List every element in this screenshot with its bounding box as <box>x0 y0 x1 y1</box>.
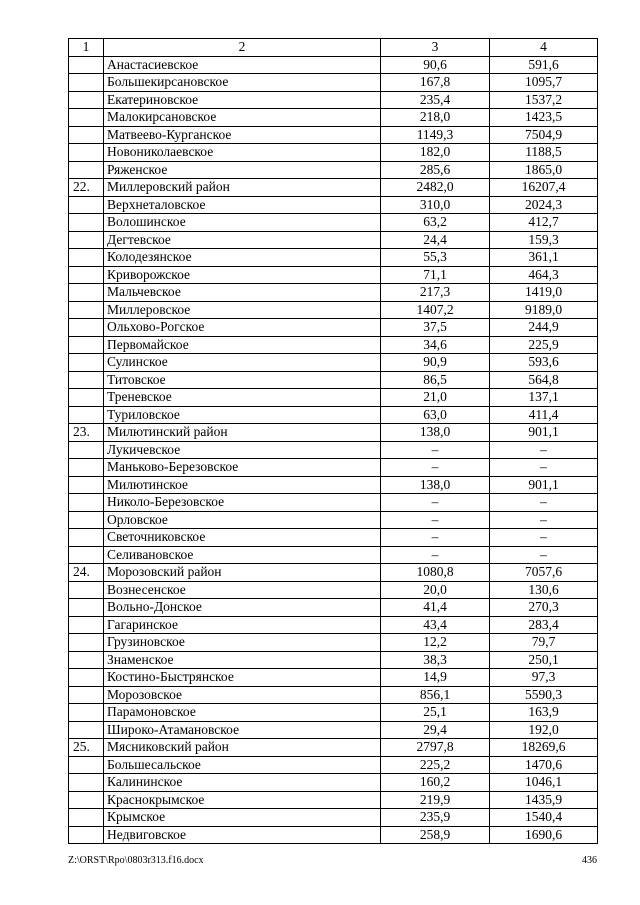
header-col-1: 1 <box>69 39 104 57</box>
row-name: Миллеровское <box>104 301 381 319</box>
row-value-4: – <box>490 546 598 564</box>
row-value-3: 90,9 <box>381 354 490 372</box>
row-value-3: 217,3 <box>381 284 490 302</box>
table-header <box>69 39 598 57</box>
row-value-3: 160,2 <box>381 774 490 792</box>
table-row <box>69 616 598 634</box>
row-value-3: 37,5 <box>381 319 490 337</box>
row-index <box>69 809 104 827</box>
row-value-3: 138,0 <box>381 476 490 494</box>
row-name: Волошинское <box>104 214 381 232</box>
row-value-4: 1188,5 <box>490 144 598 162</box>
table-row <box>69 774 598 792</box>
row-value-4: 1419,0 <box>490 284 598 302</box>
row-index <box>69 774 104 792</box>
row-value-3: 225,2 <box>381 756 490 774</box>
table-row <box>69 511 598 529</box>
row-index <box>69 616 104 634</box>
row-index <box>69 91 104 109</box>
table-row <box>69 651 598 669</box>
row-index <box>69 441 104 459</box>
row-value-3: 218,0 <box>381 109 490 127</box>
table-row <box>69 581 598 599</box>
row-index <box>69 476 104 494</box>
row-name: Криворожское <box>104 266 381 284</box>
table-row <box>69 494 598 512</box>
row-value-3: 34,6 <box>381 336 490 354</box>
row-index <box>69 336 104 354</box>
row-value-3: – <box>381 459 490 477</box>
row-value-3: 219,9 <box>381 791 490 809</box>
row-name: Широко-Атамановское <box>104 721 381 739</box>
row-value-3: 12,2 <box>381 634 490 652</box>
table-row <box>69 109 598 127</box>
row-value-3: – <box>381 546 490 564</box>
table-row <box>69 441 598 459</box>
row-name: Большесальское <box>104 756 381 774</box>
row-name: Большекирсановское <box>104 74 381 92</box>
row-value-4: 7057,6 <box>490 564 598 582</box>
table-row <box>69 686 598 704</box>
row-name: Матвеево-Курганское <box>104 126 381 144</box>
row-index <box>69 161 104 179</box>
row-value-4: 9189,0 <box>490 301 598 319</box>
row-name: Парамоновское <box>104 704 381 722</box>
row-value-3: – <box>381 529 490 547</box>
row-value-4: 16207,4 <box>490 179 598 197</box>
row-value-4: 130,6 <box>490 581 598 599</box>
table-row <box>69 371 598 389</box>
row-name: Ольхово-Рогское <box>104 319 381 337</box>
row-value-4: – <box>490 529 598 547</box>
row-name: Лукичевское <box>104 441 381 459</box>
row-index <box>69 529 104 547</box>
row-value-3: 2482,0 <box>381 179 490 197</box>
row-value-3: 71,1 <box>381 266 490 284</box>
row-name: Морозовский район <box>104 564 381 582</box>
row-value-4: 593,6 <box>490 354 598 372</box>
row-name: Знаменское <box>104 651 381 669</box>
row-name: Малокирсановское <box>104 109 381 127</box>
table-row <box>69 546 598 564</box>
row-value-3: 90,6 <box>381 56 490 74</box>
row-name: Крымское <box>104 809 381 827</box>
row-name: Первомайское <box>104 336 381 354</box>
row-value-4: 283,4 <box>490 616 598 634</box>
table-row <box>69 704 598 722</box>
row-name: Милютинский район <box>104 424 381 442</box>
row-name: Селивановское <box>104 546 381 564</box>
row-index <box>69 459 104 477</box>
row-value-3: 1080,8 <box>381 564 490 582</box>
table-row <box>69 476 598 494</box>
row-index <box>69 319 104 337</box>
row-value-4: 1435,9 <box>490 791 598 809</box>
row-value-4: 137,1 <box>490 389 598 407</box>
row-name: Светочниковское <box>104 529 381 547</box>
row-name: Верхнеталовское <box>104 196 381 214</box>
table-row <box>69 791 598 809</box>
header-row <box>69 39 598 57</box>
table-row <box>69 529 598 547</box>
row-value-4: 1865,0 <box>490 161 598 179</box>
row-value-4: – <box>490 511 598 529</box>
row-value-3: 41,4 <box>381 599 490 617</box>
row-index <box>69 126 104 144</box>
row-index <box>69 826 104 844</box>
row-index <box>69 669 104 687</box>
row-value-3: 43,4 <box>381 616 490 634</box>
row-value-3: 258,9 <box>381 826 490 844</box>
row-value-4: 18269,6 <box>490 739 598 757</box>
table-row <box>69 424 598 442</box>
row-name: Вознесенское <box>104 581 381 599</box>
row-value-4: 361,1 <box>490 249 598 267</box>
row-value-3: 235,9 <box>381 809 490 827</box>
row-value-4: – <box>490 494 598 512</box>
row-value-3: 856,1 <box>381 686 490 704</box>
row-index: 25. <box>69 739 104 757</box>
row-index <box>69 231 104 249</box>
row-index: 23. <box>69 424 104 442</box>
row-value-3: 25,1 <box>381 704 490 722</box>
row-value-4: 192,0 <box>490 721 598 739</box>
row-name: Маньково-Березовское <box>104 459 381 477</box>
table-body <box>69 56 598 844</box>
row-value-3: 63,2 <box>381 214 490 232</box>
row-value-4: – <box>490 441 598 459</box>
row-name: Анастасиевское <box>104 56 381 74</box>
header-col-4: 4 <box>490 39 598 57</box>
table-row <box>69 319 598 337</box>
data-table <box>68 38 598 844</box>
row-value-4: 464,3 <box>490 266 598 284</box>
table-row <box>69 354 598 372</box>
row-name: Титовское <box>104 371 381 389</box>
table-row <box>69 56 598 74</box>
row-value-3: – <box>381 494 490 512</box>
row-value-3: 55,3 <box>381 249 490 267</box>
row-value-3: 38,3 <box>381 651 490 669</box>
row-name: Краснокрымское <box>104 791 381 809</box>
row-value-3: – <box>381 511 490 529</box>
row-index <box>69 721 104 739</box>
row-value-4: 7504,9 <box>490 126 598 144</box>
row-index: 24. <box>69 564 104 582</box>
row-value-4: 411,4 <box>490 406 598 424</box>
row-index <box>69 599 104 617</box>
table-row <box>69 196 598 214</box>
row-index <box>69 511 104 529</box>
table-row <box>69 91 598 109</box>
row-value-3: 86,5 <box>381 371 490 389</box>
row-name: Туриловское <box>104 406 381 424</box>
table-row <box>69 826 598 844</box>
row-name: Треневское <box>104 389 381 407</box>
table-row <box>69 284 598 302</box>
row-name: Гагаринское <box>104 616 381 634</box>
row-name: Ряженское <box>104 161 381 179</box>
row-value-3: 138,0 <box>381 424 490 442</box>
row-value-4: 2024,3 <box>490 196 598 214</box>
row-value-4: 244,9 <box>490 319 598 337</box>
row-index <box>69 284 104 302</box>
row-name: Недвиговское <box>104 826 381 844</box>
row-value-4: 901,1 <box>490 476 598 494</box>
row-index <box>69 704 104 722</box>
page-footer <box>68 855 597 866</box>
header-col-3: 3 <box>381 39 490 57</box>
table-row <box>69 721 598 739</box>
row-index <box>69 371 104 389</box>
row-value-3: 20,0 <box>381 581 490 599</box>
row-index <box>69 249 104 267</box>
row-index: 22. <box>69 179 104 197</box>
row-value-4: 1537,2 <box>490 91 598 109</box>
row-value-3: 21,0 <box>381 389 490 407</box>
row-value-4: 79,7 <box>490 634 598 652</box>
row-name: Екатериновское <box>104 91 381 109</box>
row-name: Грузиновское <box>104 634 381 652</box>
row-index <box>69 686 104 704</box>
row-name: Колодезянское <box>104 249 381 267</box>
row-name: Мальчевское <box>104 284 381 302</box>
row-index <box>69 406 104 424</box>
row-index <box>69 494 104 512</box>
row-value-3: 235,4 <box>381 91 490 109</box>
row-index <box>69 581 104 599</box>
table-row <box>69 389 598 407</box>
row-value-4: 1540,4 <box>490 809 598 827</box>
table-row <box>69 336 598 354</box>
row-index <box>69 651 104 669</box>
table-row <box>69 231 598 249</box>
row-index <box>69 354 104 372</box>
row-index <box>69 756 104 774</box>
row-index <box>69 266 104 284</box>
row-value-3: 24,4 <box>381 231 490 249</box>
row-value-3: 63,0 <box>381 406 490 424</box>
header-col-2: 2 <box>104 39 381 57</box>
row-index <box>69 634 104 652</box>
row-value-4: 270,3 <box>490 599 598 617</box>
table-row <box>69 266 598 284</box>
row-name: Дегтевское <box>104 231 381 249</box>
table-row <box>69 74 598 92</box>
row-value-4: 564,8 <box>490 371 598 389</box>
row-value-4: 1470,6 <box>490 756 598 774</box>
row-name: Вольно-Донское <box>104 599 381 617</box>
row-value-3: 1407,2 <box>381 301 490 319</box>
row-name: Новониколаевское <box>104 144 381 162</box>
row-name: Морозовское <box>104 686 381 704</box>
row-value-4: 1095,7 <box>490 74 598 92</box>
row-index <box>69 389 104 407</box>
row-index <box>69 791 104 809</box>
table-row <box>69 809 598 827</box>
table-row <box>69 756 598 774</box>
table-row <box>69 564 598 582</box>
file-path: Z:\ORST\Rpo\0803r313.f16.docx <box>68 855 204 866</box>
table-row <box>69 179 598 197</box>
row-value-3: 2797,8 <box>381 739 490 757</box>
row-index <box>69 144 104 162</box>
row-name: Орловское <box>104 511 381 529</box>
row-value-4: 1423,5 <box>490 109 598 127</box>
row-value-4: 225,9 <box>490 336 598 354</box>
table-row <box>69 739 598 757</box>
row-value-4: 163,9 <box>490 704 598 722</box>
table-row <box>69 214 598 232</box>
row-value-3: 167,8 <box>381 74 490 92</box>
table-row <box>69 599 598 617</box>
row-value-4: 901,1 <box>490 424 598 442</box>
table-row <box>69 459 598 477</box>
row-name: Калининское <box>104 774 381 792</box>
table-row <box>69 249 598 267</box>
row-value-4: 250,1 <box>490 651 598 669</box>
row-name: Сулинское <box>104 354 381 372</box>
page-number: 436 <box>582 855 597 866</box>
row-value-4: 1046,1 <box>490 774 598 792</box>
row-index <box>69 214 104 232</box>
row-value-4: – <box>490 459 598 477</box>
row-index <box>69 109 104 127</box>
row-index <box>69 196 104 214</box>
table-row <box>69 669 598 687</box>
row-value-3: 29,4 <box>381 721 490 739</box>
row-value-4: 5590,3 <box>490 686 598 704</box>
row-name: Мясниковский район <box>104 739 381 757</box>
table-row <box>69 301 598 319</box>
table-row <box>69 406 598 424</box>
row-name: Николо-Березовское <box>104 494 381 512</box>
row-name: Миллеровский район <box>104 179 381 197</box>
row-value-3: 182,0 <box>381 144 490 162</box>
row-value-4: 591,6 <box>490 56 598 74</box>
row-index <box>69 74 104 92</box>
table-row <box>69 634 598 652</box>
row-index <box>69 301 104 319</box>
document-page <box>68 38 597 844</box>
row-index <box>69 56 104 74</box>
row-value-3: 14,9 <box>381 669 490 687</box>
row-value-4: 97,3 <box>490 669 598 687</box>
row-value-4: 412,7 <box>490 214 598 232</box>
row-value-3: – <box>381 441 490 459</box>
row-name: Костино-Быстрянское <box>104 669 381 687</box>
table-row <box>69 126 598 144</box>
row-value-3: 1149,3 <box>381 126 490 144</box>
row-value-3: 285,6 <box>381 161 490 179</box>
table-row <box>69 161 598 179</box>
row-index <box>69 546 104 564</box>
row-value-3: 310,0 <box>381 196 490 214</box>
table-row <box>69 144 598 162</box>
row-name: Милютинское <box>104 476 381 494</box>
row-value-4: 159,3 <box>490 231 598 249</box>
row-value-4: 1690,6 <box>490 826 598 844</box>
